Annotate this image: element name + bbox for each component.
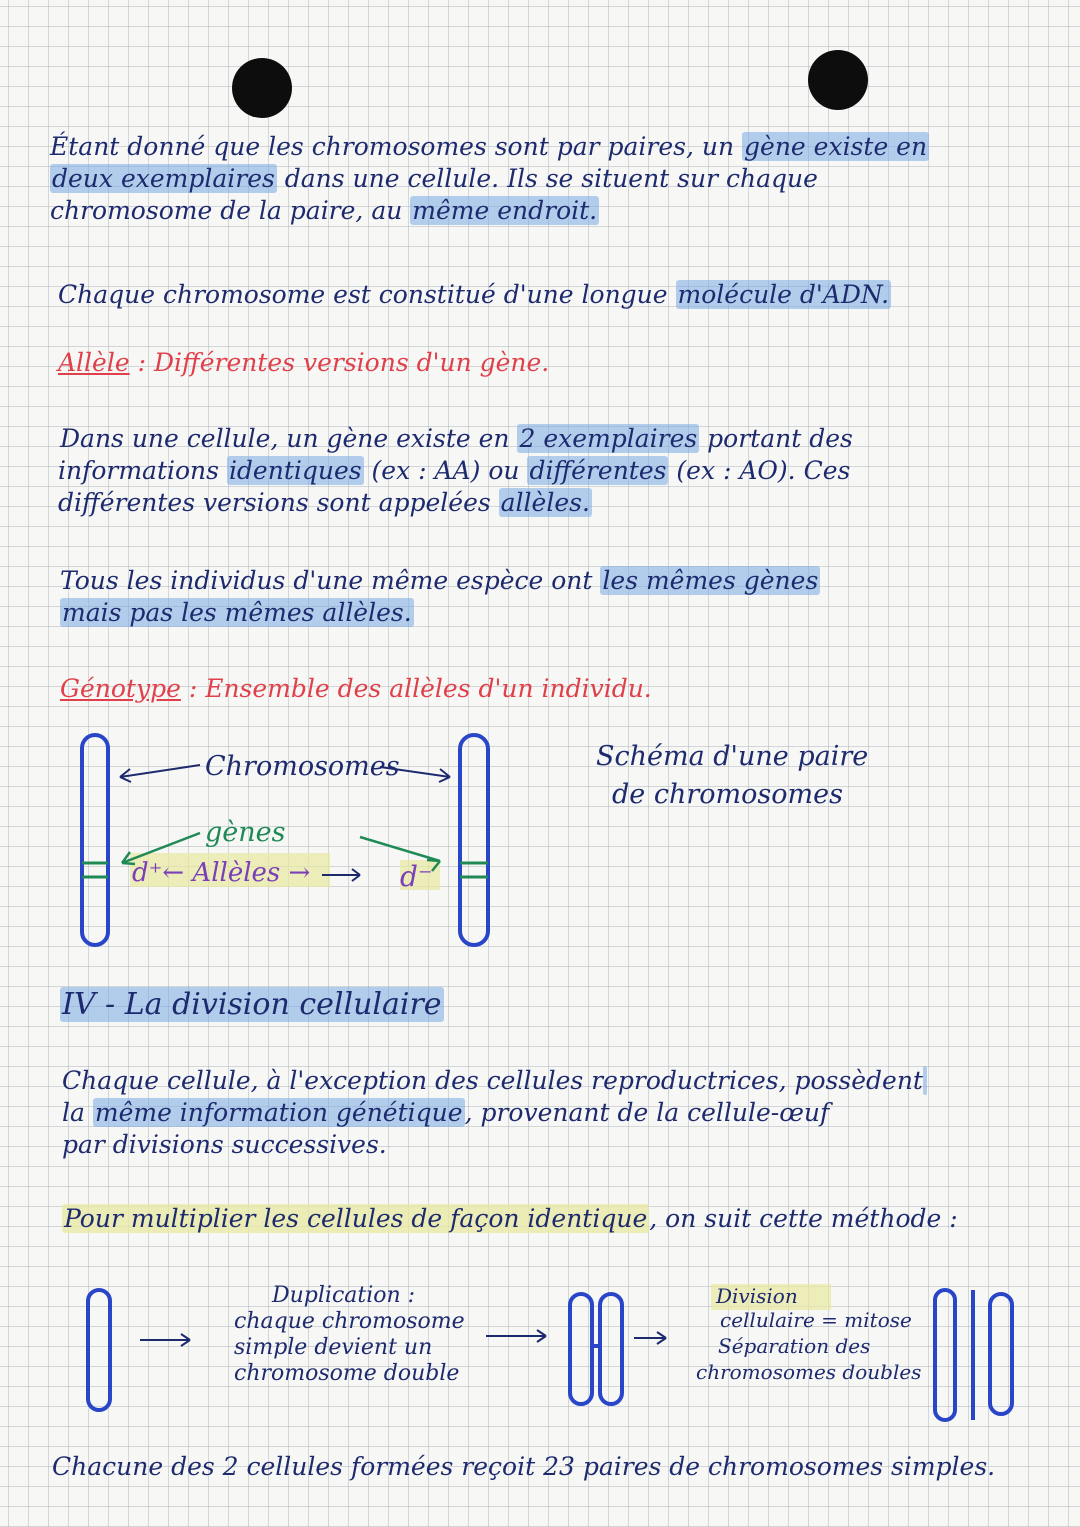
paragraph-1-line-1: Étant donné que les chromosomes sont par paires, un gène existe en (50, 132, 928, 161)
division-line-2: Séparation des (718, 1334, 871, 1358)
genotype-definition: Génotype : Ensemble des allèles d'un individu. (60, 674, 652, 703)
paragraph-4-line-1: Tous les individus d'une même espèce ont les mêmes gènes (60, 566, 819, 595)
paragraph-1-line-2: deux exemplaires dans une cellule. Ils se situent sur chaque (52, 164, 818, 193)
paragraph-4-line-2: mais pas les mêmes allèles. (62, 598, 412, 627)
paragraph-1-line-3: chromosome de la paire, au même endroit. (50, 196, 598, 225)
diagram-label-chromosomes: Chromosomes (205, 751, 400, 782)
paragraph-5-line-1: Chaque cellule, à l'exception des cellules reproductrices, possèdent (62, 1066, 927, 1096)
diagram-caption-line-1: Schéma d'une paire (596, 741, 869, 772)
division-line-3: chromosomes doubles (696, 1360, 922, 1384)
diagram-label-alleles: d⁺← Allèles → (132, 858, 311, 888)
final-statement: Chacune des 2 cellules formées reçoit 23 paires de chromosomes simples. (52, 1452, 996, 1481)
section-heading: IV - La division cellulaire (62, 987, 442, 1022)
duplication-line-1: chaque chromosome (234, 1309, 465, 1334)
diagram-label-genes: gènes (205, 817, 286, 848)
separated-chromosome-left (935, 1290, 955, 1420)
arrow-chromosome-left (120, 765, 200, 777)
duplication-line-2: simple devient un (234, 1335, 433, 1360)
arrow-gene-right (360, 837, 440, 861)
duplication-line-3: chromosome double (234, 1361, 460, 1386)
diagram-label-d-minus: d⁻ (400, 860, 433, 893)
method-line: Pour multiplier les cellules de façon identique, on suit cette méthode : (64, 1204, 958, 1233)
paragraph-2: Chaque chromosome est constitué d'une longue molécule d'ADN. (58, 280, 890, 309)
chromosome-right (460, 735, 488, 945)
paragraph-3-line-2: informations identiques (ex : AA) ou différentes (ex : AO). Ces (58, 456, 851, 485)
double-chromosome-right (600, 1294, 622, 1404)
separated-chromosome-right (990, 1294, 1012, 1414)
paragraph-3-line-3: différentes versions sont appelées allèles. (58, 488, 590, 517)
paragraph-5-line-3: par divisions successives. (62, 1130, 387, 1159)
division-line-1: cellulaire = mitose (720, 1308, 912, 1332)
double-chromosome-left (570, 1294, 592, 1404)
punch-hole-right (808, 50, 868, 110)
paragraph-5-line-2: la même information génétique, provenant de la cellule-œuf (62, 1098, 830, 1127)
allele-definition: Allèle : Différentes versions d'un gène. (58, 348, 550, 377)
diagram-caption-line-2: de chromosomes (612, 779, 843, 810)
chromosome-left (82, 735, 108, 945)
simple-chromosome (88, 1290, 110, 1410)
paragraph-3-line-1: Dans une cellule, un gène existe en 2 exemplaires portant des (60, 424, 853, 453)
division-title: Division (716, 1284, 798, 1308)
duplication-title: Duplication : (272, 1283, 416, 1308)
punch-hole-left (232, 58, 292, 118)
